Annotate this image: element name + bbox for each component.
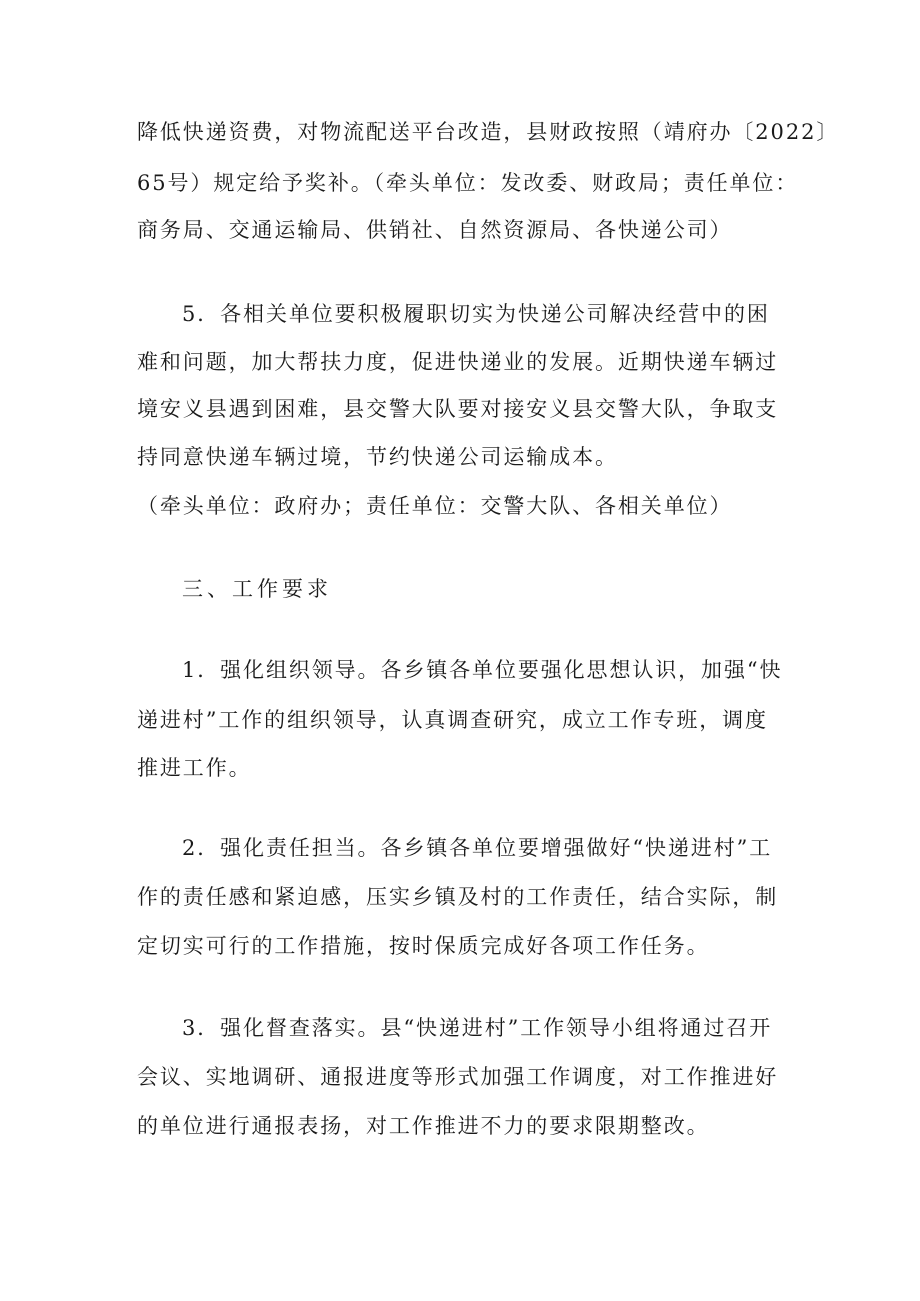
text-line: 商务局、交通运输局、供销社、自然资源局、各快递公司） — [137, 218, 733, 242]
text-line: 3．强化督查落实。县“快递进村”工作领导小组将通过召开 — [182, 1016, 773, 1040]
text-line: 难和问题，加大帮扶力度，促进快递业的发展。近期快递车辆过 — [137, 350, 779, 374]
text-line: 5．各相关单位要积极履职切实为快递公司解决经营中的困 — [182, 302, 770, 326]
section-heading: 三、工作要求 — [182, 577, 332, 601]
text-line: 1．强化组织领导。各乡镇各单位要强化思想认识，加强“快 — [182, 658, 783, 682]
text-line: 会议、实地调研、通报进度等形式加强工作调度，对工作推进好 — [137, 1065, 779, 1089]
text-line: 的单位进行通报表扬，对工作推进不力的要求限期整改。 — [137, 1114, 710, 1138]
text-line: 2．强化责任担当。各乡镇各单位要增强做好“快递进村”工 — [182, 836, 773, 860]
text-line: 作的责任感和紧迫感，压实乡镇及村的工作责任，结合实际，制 — [137, 885, 779, 909]
text-line: 递进村”工作的组织领导，认真调查研究，成立工作专班，调度 — [137, 708, 768, 732]
text-line: 推进工作。 — [137, 756, 252, 780]
text-line: 定切实可行的工作措施，按时保质完成好各项工作任务。 — [137, 934, 710, 958]
text-line: 持同意快递车辆过境，节约快递公司运输成本。 — [137, 445, 618, 469]
text-line: 降低快递资费，对物流配送平台改造，县财政按照（靖府办〔2022〕 — [137, 120, 840, 144]
text-line: 境安义县遇到困难，县交警大队要对接安义县交警大队，争取支 — [137, 397, 779, 421]
text-line: 65号）规定给予奖补。（牵头单位：发改委、财政局；责任单位： — [137, 171, 799, 195]
text-line: （牵头单位：政府办；责任单位：交警大队、各相关单位） — [137, 494, 733, 518]
